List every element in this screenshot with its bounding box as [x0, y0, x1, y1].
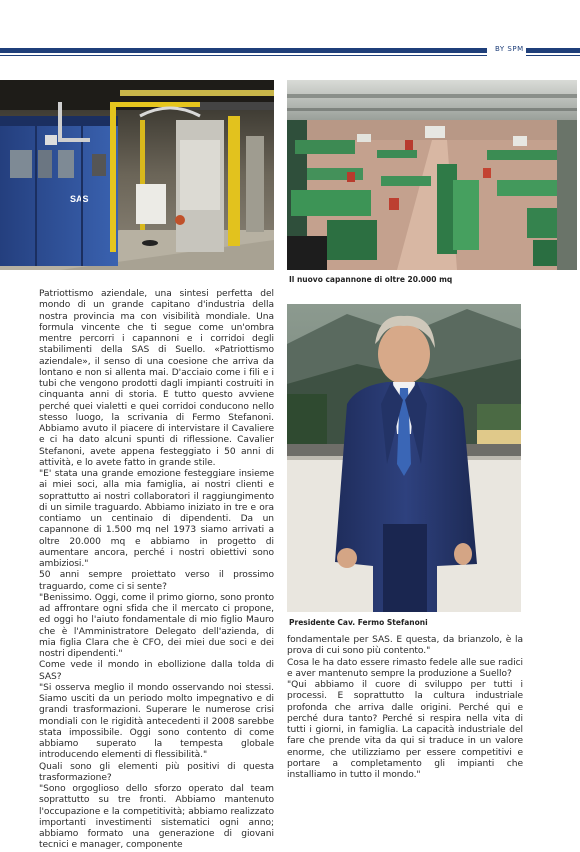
header-rule-thin: [0, 55, 487, 56]
paragraph: "Si osserva meglio il mondo osservando noi stessi. Siamo usciti da un periodo molto impegnativo e di grandi trasformazioni. Superare le numerose crisi mondiali con le rigidità antecedenti il 2008 sarebbe stata impossibile. Oggi sono contento di come abbiamo superato la tempesta globale introducendo elementi di flessibilità.": [39, 682, 274, 761]
paragraph: "E' stata una grande emozione festeggiare insieme ai miei soci, alla mia famiglia, ai nostri clienti e soprattutto ai nostri collaboratori il raggiungimento di un simile traguardo. Abbiamo iniziato in tre e ora contiamo un centinaio di dipendenti. Da un capannone di 1.500 mq nel 1973 siamo arrivati a oltre 20.000 mq e abbiamo in progetto di aumentare ancora, perché i nostri obiettivi sono ambiziosi.": [39, 469, 274, 569]
paragraph: "Sono orgoglioso dello sforzo operato dal team soprattutto su tre fronti. Abbiamo mantenuto l'occupazione e la competitività; abbiamo realizzato importanti investimenti sistematici ogni anno; abbiamo formato una generazione di giovani tecnici e manager, componente: [39, 784, 274, 851]
paragraph: "Qui abbiamo il cuore di sviluppo per tutti i processi. E soprattutto la cultura industriale profonda che arriva dalle origini. Perché qui e perché dura tanto? Perché si respira nella vita di tutti i giorni, in famiglia. La capacità industriale del fare che prende vita da qui si traduce in un valore enorme, che utilizziamo per essere competitivi e portare a completamento gli impianti che installiamo in tutto il mondo.": [287, 680, 523, 780]
left-text-column: [39, 289, 274, 852]
header-rule-right-thin: [526, 55, 580, 56]
header-rule: [0, 48, 487, 53]
factory-machinery-photo: [0, 80, 274, 270]
paragraph: fondamentale per SAS. E questa, da brianzolo, è la prova di cui sono più contento.": [287, 635, 523, 657]
right-text-column: [287, 635, 523, 781]
portrait-caption: Presidente Cav. Fermo Stefanoni: [289, 618, 428, 627]
paragraph: Quali sono gli elementi più positivi di questa trasformazione?: [39, 761, 274, 783]
paragraph: Patriottismo aziendale, una sintesi perfetta del mondo di un grande capitano d'industria della nostra provincia ma con visibilità mondiale. Una formula vincente che ti segue come un'ombra mentre percorri i capannoni e i corridoi degli stabilimenti della SAS di Suello. «Patriottismo aziendale», il senso di una coesione che arriva da lontano e non si allenta mai. D'acciaio come i fili e i tubi che vengono prodotti dagli impianti costruiti in cinquanta anni di storia. E tutto questo avviene perché quei vialetti e quei corridoi conducono nello stesso luogo, la scrivania di Fermo Stefanoni. Abbiamo avuto il piacere di intervistare il Cavaliere e ci ha dato alcuni spunti di riflessione. Cavalier Stefanoni, avete appena festeggiato i 50 anni di attività, e lo avete fatto in grande stile.: [39, 289, 274, 468]
header-rule-right: [526, 48, 580, 53]
paragraph: Cosa le ha dato essere rimasto fedele alle sue radici e aver mantenuto sempre la produzione a Suello?: [287, 657, 523, 679]
floor-photo-caption: Il nuovo capannone di oltre 20.000 mq: [289, 275, 453, 284]
svg-text:SAS: SAS: [70, 194, 89, 204]
paragraph: "Benissimo. Oggi, come il primo giorno, sono pronto ad affrontare ogni sfida che il mercato ci propone, ed oggi ho l'aiuto fondamentale di mio figlio Mauro che è l'Amministratore Delegato dell'azienda, di mia figlia Clara che è CFO, dei miei due soci e dei nostri dipendenti.": [39, 592, 274, 659]
paragraph: 50 anni sempre proiettato verso il prossimo traguardo, come ci si sente?: [39, 570, 274, 592]
portrait-photo: [287, 304, 521, 612]
factory-floor-photo: [287, 80, 577, 270]
paragraph: Come vede il mondo in ebollizione dalla tolda di SAS?: [39, 660, 274, 682]
byline: BY SPM: [495, 45, 524, 53]
